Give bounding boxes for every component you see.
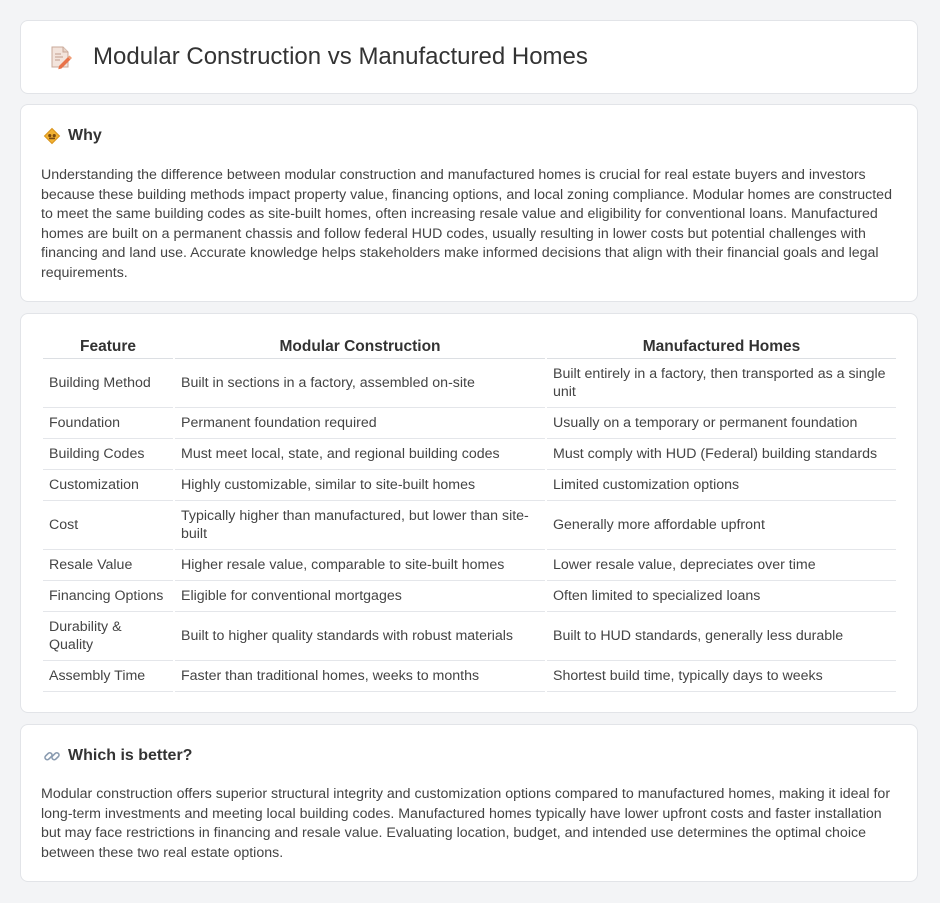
modular-cell: Built in sections in a factory, assembled on-site (175, 359, 545, 408)
modular-cell: Typically higher than manufactured, but lower than site-built (175, 501, 545, 550)
feature-cell: Building Method (43, 359, 173, 408)
comparison-card (20, 313, 918, 713)
feature-cell: Foundation (43, 408, 173, 439)
table-row (43, 470, 896, 501)
table-row (43, 501, 896, 550)
better-body: Modular construction offers superior structural integrity and customization options compared to manufactured homes, making it ideal for long-term investments and meeting local building codes. Manufactured homes typically have lower upfront costs and faster installation but may face restrictions in financing and resale value. Evaluating location, budget, and intended use determines the optimal choice between these two real estate options. (41, 786, 891, 861)
modular-cell: Faster than traditional homes, weeks to months (175, 661, 545, 692)
table-row (43, 661, 896, 692)
which-better-section (20, 724, 918, 882)
feature-cell: Building Codes (43, 439, 173, 470)
why-section (20, 104, 918, 302)
better-title: Which is better? (68, 747, 193, 764)
link-icon (43, 747, 61, 765)
why-body: Understanding the difference between modular construction and manufactured homes is crucial for real estate buyers and investors because these building methods impact property value, financing options, and local zoning compliance. Modular homes are constructed to meet the same building codes as site-built homes, often increasing resale value and eligibility for conventional loans. Manufactured homes are built on a permanent chassis and follow federal HUD codes, usually resulting in lower costs but potential challenges with financing and land use. Accurate knowledge helps stakeholders make informed decisions that align with their financial goals and legal requirements. (41, 167, 892, 281)
better-heading (43, 747, 192, 765)
feature-cell: Cost (43, 501, 173, 550)
manufactured-cell: Shortest build time, typically days to weeks (547, 661, 896, 692)
table-row (43, 359, 896, 408)
modular-cell: Permanent foundation required (175, 408, 545, 439)
table-row (43, 550, 896, 581)
manufactured-cell: Limited customization options (547, 470, 896, 501)
page-title: Modular Construction vs Manufactured Homes (93, 43, 588, 70)
why-title: Why (68, 127, 102, 144)
feature-cell: Resale Value (43, 550, 173, 581)
header-manufactured: Manufactured Homes (547, 334, 896, 359)
manufactured-cell: Usually on a temporary or permanent foundation (547, 408, 896, 439)
manufactured-cell: Must comply with HUD (Federal) building standards (547, 439, 896, 470)
header-card (20, 20, 918, 94)
feature-cell: Durability & Quality (43, 612, 173, 661)
header-feature: Feature (43, 334, 173, 359)
document-pencil-icon (47, 44, 73, 70)
modular-cell: Built to higher quality standards with robust materials (175, 612, 545, 661)
comparison-table (41, 334, 898, 692)
manufactured-cell: Lower resale value, depreciates over time (547, 550, 896, 581)
title-wrap (47, 43, 588, 71)
modular-cell: Higher resale value, comparable to site-built homes (175, 550, 545, 581)
manufactured-cell: Generally more affordable upfront (547, 501, 896, 550)
header-modular: Modular Construction (175, 334, 545, 359)
manufactured-cell: Built entirely in a factory, then transported as a single unit (547, 359, 896, 408)
feature-cell: Assembly Time (43, 661, 173, 692)
manufactured-cell: Often limited to specialized loans (547, 581, 896, 612)
modular-cell: Must meet local, state, and regional building codes (175, 439, 545, 470)
table-header-row (43, 334, 896, 359)
table-row (43, 612, 896, 661)
modular-cell: Eligible for conventional mortgages (175, 581, 545, 612)
why-heading (43, 127, 102, 145)
feature-cell: Customization (43, 470, 173, 501)
shield-icon (43, 127, 61, 145)
table-row (43, 581, 896, 612)
manufactured-cell: Built to HUD standards, generally less durable (547, 612, 896, 661)
modular-cell: Highly customizable, similar to site-built homes (175, 470, 545, 501)
table-row (43, 439, 896, 470)
feature-cell: Financing Options (43, 581, 173, 612)
table-row (43, 408, 896, 439)
